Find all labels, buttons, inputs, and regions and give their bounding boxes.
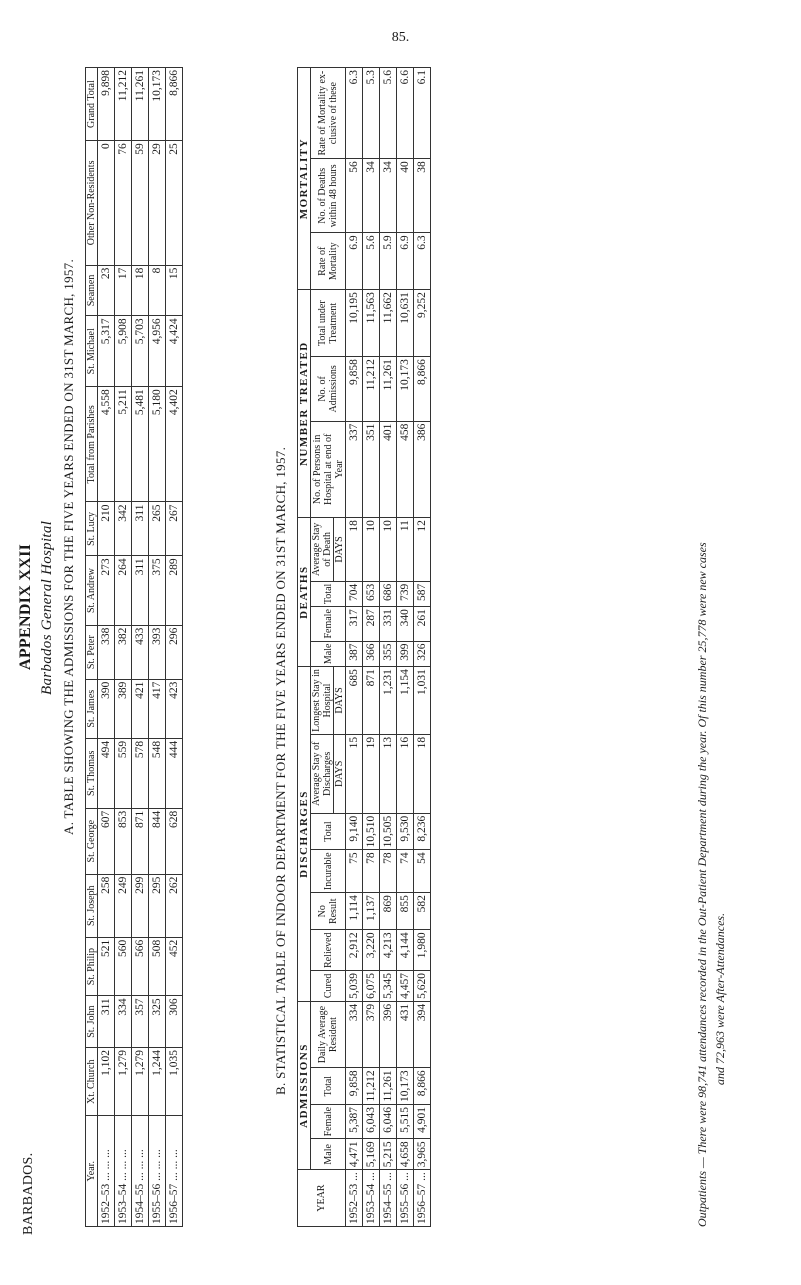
table-b-cell: 10,631 [397, 290, 414, 357]
table-a-cell: 11,261 [132, 68, 149, 141]
table-b-cell: 317 [346, 607, 363, 641]
subheader: Rate of Mortality [311, 233, 346, 290]
appendix-heading: APPENDIX XXII [17, 543, 34, 670]
table-b-cell: 685 [346, 667, 363, 735]
table-a-cell: 15 [166, 265, 183, 316]
subheader: Rate of Mortality ex-clusive of these [311, 68, 346, 159]
units-header: DAYS [334, 734, 346, 813]
table-a-cell: 0 [98, 141, 115, 265]
table-a-cell: 390 [98, 679, 115, 738]
subheader: No. of Admissions [311, 357, 346, 421]
table-b-cell: 19 [363, 734, 380, 813]
table-a-cell: 306 [166, 996, 183, 1048]
table-a-cell: 4,956 [149, 316, 166, 387]
table-a-cell: 338 [98, 625, 115, 679]
table-a-cell: 5,481 [132, 387, 149, 502]
subheader: Average Stay of Death [311, 518, 334, 582]
table-b-cell: 75 [346, 850, 363, 893]
table-a-cell: 76 [115, 141, 132, 265]
table-a-cell: 25 [166, 141, 183, 265]
table-a-cell: 4,558 [98, 387, 115, 502]
year-cell: 1952–53 ... ... ... [98, 1116, 115, 1227]
table-b-cell: 1,154 [397, 667, 414, 735]
admissions-by-parish-table [85, 67, 183, 1227]
table-b-cell: 34 [380, 159, 397, 233]
table-b-cell: 8,236 [414, 813, 431, 850]
table-a-cell: 334 [115, 996, 132, 1048]
table-a-cell: 5,703 [132, 316, 149, 387]
table-a-cell: 299 [132, 874, 149, 937]
table-a-col-header: Total from Parishes [86, 387, 98, 502]
table-b-cell: 34 [363, 159, 380, 233]
table-a-cell: 311 [132, 502, 149, 556]
table-a-cell: 5,317 [98, 316, 115, 387]
subheader: No Result [311, 893, 346, 930]
table-b-cell: 13 [380, 734, 397, 813]
subheader: Total [311, 581, 346, 606]
subheader: Average Stay of Discharges [311, 734, 334, 813]
table-b-row [363, 68, 380, 1227]
table-a-row [98, 68, 115, 1227]
table-a-cell: 559 [115, 738, 132, 808]
table-a-cell: 494 [98, 738, 115, 808]
table-a-cell: 521 [98, 937, 115, 996]
table-a-cell: 29 [149, 141, 166, 265]
year-cell: 1955–56 ... ... ... [149, 1116, 166, 1227]
table-a-cell: 871 [132, 808, 149, 874]
table-a-cell: 249 [115, 874, 132, 937]
table-b-cell: 18 [346, 518, 363, 582]
table-a-col-header: St. Andrew [86, 556, 98, 625]
table-b-cell: 54 [414, 850, 431, 893]
table-b-row [397, 68, 414, 1227]
table-b-cell: 1,114 [346, 893, 363, 930]
table-b-cell: 587 [414, 581, 431, 606]
table-a-cell: 8 [149, 265, 166, 316]
table-b-cell: 582 [414, 893, 431, 930]
table-b-cell: 399 [397, 641, 414, 667]
table-a-col-header: St. George [86, 808, 98, 874]
year-cell: 1954–55 ... ... ... [132, 1116, 149, 1227]
indoor-statistics-table [297, 67, 431, 1227]
table-b-cell: 6.9 [397, 233, 414, 290]
table-a-cell: 210 [98, 502, 115, 556]
table-b-title: B. STATISTICAL TABLE OF INDOOR DEPARTMENT FOR THE FIVE YEARS ENDED ON 31ST MARCH, 1957. [273, 446, 288, 1095]
table-b-cell: 2,912 [346, 930, 363, 971]
table-b-cell: 56 [346, 159, 363, 233]
table-b-cell: 6,075 [363, 970, 380, 1001]
table-b-cell: 340 [397, 607, 414, 641]
table-a-col-header: Seamen [86, 265, 98, 316]
units-header: DAYS [334, 667, 346, 735]
year-cell: 1956–57 ... [414, 1170, 431, 1227]
table-b-cell: 704 [346, 581, 363, 606]
table-a-cell: 262 [166, 874, 183, 937]
group-header: MORTALITY [298, 68, 311, 290]
table-b-cell: 5,345 [380, 970, 397, 1001]
table-a-cell: 311 [98, 996, 115, 1048]
table-a-cell: 421 [132, 679, 149, 738]
table-b-cell: 5.9 [380, 233, 397, 290]
table-b-group-header-row [298, 68, 311, 1227]
table-a-cell: 357 [132, 996, 149, 1048]
group-header: DISCHARGES [298, 667, 311, 1002]
table-b-cell: 396 [380, 1001, 397, 1068]
table-a-cell: 417 [149, 679, 166, 738]
table-a-row [149, 68, 166, 1227]
table-b-cell: 326 [414, 641, 431, 667]
outpatients-note-line-1: Outpatients — There were 98,741 attendances recorded in the Out-Patient Department during the year. Of this number 25,778 were new cases [695, 542, 709, 1227]
table-b-cell: 9,530 [397, 813, 414, 850]
table-a-cell: 289 [166, 556, 183, 625]
table-b-row [346, 68, 363, 1227]
table-a-cell: 342 [115, 502, 132, 556]
table-a-col-header: Other Non-Residents [86, 141, 98, 265]
table-a-row [132, 68, 149, 1227]
table-b-cell: 5.3 [363, 68, 380, 159]
table-b-cell: 11,212 [363, 1068, 380, 1105]
table-b-cell: 855 [397, 893, 414, 930]
table-a-col-header: St. Philip [86, 937, 98, 996]
table-b-cell: 12 [414, 518, 431, 582]
table-b-cell: 4,658 [397, 1139, 414, 1170]
table-b-cell: 6.6 [397, 68, 414, 159]
table-a-cell: 1,279 [132, 1047, 149, 1116]
table-b-cell: 379 [363, 1001, 380, 1068]
table-b-cell: 386 [414, 421, 431, 518]
table-b-cell: 8,866 [414, 357, 431, 421]
year-cell: 1955–56 ... [397, 1170, 414, 1227]
table-b-cell: 5,215 [380, 1139, 397, 1170]
table-b-row [380, 68, 397, 1227]
subheader: Total [311, 1068, 346, 1105]
table-b-cell: 4,457 [397, 970, 414, 1001]
table-b-cell: 334 [346, 1001, 363, 1068]
table-a-col-header: St. Thomas [86, 738, 98, 808]
table-b-cell: 5,515 [397, 1104, 414, 1138]
table-b-cell: 739 [397, 581, 414, 606]
hospital-heading: Barbados General Hospital [39, 520, 55, 695]
table-a-row [115, 68, 132, 1227]
table-b-cell: 261 [414, 607, 431, 641]
table-b-cell: 401 [380, 421, 397, 518]
subheader: No. of Deaths within 48 hours [311, 159, 346, 233]
table-b-cell: 1,137 [363, 893, 380, 930]
table-b-cell: 1,231 [380, 667, 397, 735]
table-b-cell: 869 [380, 893, 397, 930]
table-b-cell: 4,901 [414, 1104, 431, 1138]
year-cell: 1956–57 ... ... ... [166, 1116, 183, 1227]
table-a-cell: 265 [149, 502, 166, 556]
table-a-cell: 311 [132, 556, 149, 625]
table-b-cell: 331 [380, 607, 397, 641]
table-b-cell: 10,173 [397, 1068, 414, 1105]
subheader: No. of Persons in Hospital at end of Year [311, 421, 346, 518]
table-b-cell: 9,858 [346, 1068, 363, 1105]
subheader: Male [311, 1139, 346, 1170]
table-a-cell: 444 [166, 738, 183, 808]
table-a-col-header: Xt. Church [86, 1047, 98, 1116]
table-a-cell: 1,035 [166, 1047, 183, 1116]
table-b-cell: 9,140 [346, 813, 363, 850]
table-a-cell: 375 [149, 556, 166, 625]
table-b-cell: 5,039 [346, 970, 363, 1001]
table-b-cell: 4,213 [380, 930, 397, 971]
table-a-cell: 628 [166, 808, 183, 874]
table-b-cell: 78 [380, 850, 397, 893]
table-a-cell: 1,279 [115, 1047, 132, 1116]
table-b-cell: 40 [397, 159, 414, 233]
rotated-page-content [15, 40, 786, 1255]
table-b-cell: 4,471 [346, 1139, 363, 1170]
table-a-col-header: St. Peter [86, 625, 98, 679]
table-a-cell: 578 [132, 738, 149, 808]
table-a-cell: 273 [98, 556, 115, 625]
table-a-col-header: St. Michael [86, 316, 98, 387]
table-a-title: A. TABLE SHOWING THE ADMISSIONS FOR THE FIVE YEARS ENDED ON 31ST MARCH, 1957. [61, 258, 76, 835]
table-a-cell: 267 [166, 502, 183, 556]
table-b-subheader-row [311, 68, 334, 1227]
table-a-cell: 10,173 [149, 68, 166, 141]
table-b-cell: 10,173 [397, 357, 414, 421]
table-a-col-header: St. Lucy [86, 502, 98, 556]
table-b-cell: 6,046 [380, 1104, 397, 1138]
table-a-cell: 18 [132, 265, 149, 316]
table-a-cell: 560 [115, 937, 132, 996]
table-a-cell: 295 [149, 874, 166, 937]
table-b-cell: 11,212 [363, 357, 380, 421]
table-b-cell: 6.9 [346, 233, 363, 290]
table-a-cell: 5,211 [115, 387, 132, 502]
table-a-col-header: St. James [86, 679, 98, 738]
table-b-cell: 78 [363, 850, 380, 893]
table-a-cell: 264 [115, 556, 132, 625]
table-b-cell: 18 [414, 734, 431, 813]
table-b-cell: 366 [363, 641, 380, 667]
group-header: NUMBER TREATED [298, 290, 311, 518]
table-a-cell: 4,424 [166, 316, 183, 387]
table-b-cell: 6,043 [363, 1104, 380, 1138]
subheader: Daily Average Resident [311, 1001, 346, 1068]
table-b-cell: 686 [380, 581, 397, 606]
table-a-cell: 607 [98, 808, 115, 874]
table-b-cell: 5.6 [380, 68, 397, 159]
table-b-cell: 11,261 [380, 357, 397, 421]
table-a-cell: 452 [166, 937, 183, 996]
table-b-cell: 10 [380, 518, 397, 582]
table-b-cell: 11 [397, 518, 414, 582]
table-a-col-header: Grand Total [86, 68, 98, 141]
table-a-cell: 325 [149, 996, 166, 1048]
group-header: ADMISSIONS [298, 1001, 311, 1169]
table-a-cell: 17 [115, 265, 132, 316]
table-b-cell: 337 [346, 421, 363, 518]
table-b-cell: 351 [363, 421, 380, 518]
table-b-cell: 6.3 [414, 233, 431, 290]
table-b-cell: 394 [414, 1001, 431, 1068]
table-a-cell: 389 [115, 679, 132, 738]
table-b-cell: 11,563 [363, 290, 380, 357]
table-b-cell: 6.1 [414, 68, 431, 159]
table-a-cell: 8,866 [166, 68, 183, 141]
table-a-cell: 423 [166, 679, 183, 738]
table-b-cell: 74 [397, 850, 414, 893]
table-a-cell: 5,180 [149, 387, 166, 502]
subheader: Male [311, 641, 346, 667]
table-b-cell: 10,505 [380, 813, 397, 850]
table-a-cell: 566 [132, 937, 149, 996]
table-a-cell: 5,908 [115, 316, 132, 387]
table-b-cell: 431 [397, 1001, 414, 1068]
subheader: Female [311, 607, 346, 641]
table-b-cell: 5.6 [363, 233, 380, 290]
units-header: DAYS [334, 518, 346, 582]
table-b-cell: 9,858 [346, 357, 363, 421]
subheader: Relieved [311, 930, 346, 971]
table-b-cell: 1,980 [414, 930, 431, 971]
table-a-cell: 59 [132, 141, 149, 265]
state-heading: BARBADOS. [21, 1152, 36, 1235]
table-a-cell: 258 [98, 874, 115, 937]
table-b-cell: 355 [380, 641, 397, 667]
year-cell: 1952–53 ... [346, 1170, 363, 1227]
table-a-cell: 433 [132, 625, 149, 679]
subheader: Total under Treatment [311, 290, 346, 357]
table-a-cell: 1,102 [98, 1047, 115, 1116]
table-a-cell: 11,212 [115, 68, 132, 141]
table-b-cell: 387 [346, 641, 363, 667]
table-a-cell: 296 [166, 625, 183, 679]
table-b-cell: 10,195 [346, 290, 363, 357]
subheader: Incurable [311, 850, 346, 893]
table-b-cell: 5,169 [363, 1139, 380, 1170]
table-a-row [166, 68, 183, 1227]
table-b-cell: 10 [363, 518, 380, 582]
table-b-row [414, 68, 431, 1227]
group-header: DEATHS [298, 518, 311, 667]
year-cell: 1954–55 ... [380, 1170, 397, 1227]
table-b-cell: 38 [414, 159, 431, 233]
table-a-cell: 9,898 [98, 68, 115, 141]
subheader: Cured [311, 970, 346, 1001]
table-b-cell: 6.3 [346, 68, 363, 159]
table-b-cell: 287 [363, 607, 380, 641]
table-b-cell: 5,387 [346, 1104, 363, 1138]
table-b-cell: 16 [397, 734, 414, 813]
table-b-cell: 4,144 [397, 930, 414, 971]
outpatients-note-line-2: and 72,963 were After-Attendances. [713, 912, 727, 1085]
table-b-cell: 11,662 [380, 290, 397, 357]
table-b-cell: 10,510 [363, 813, 380, 850]
table-a-col-header: St. John [86, 996, 98, 1048]
table-a-col-header: St. Joseph [86, 874, 98, 937]
table-a-cell: 23 [98, 265, 115, 316]
table-a-col-header: Year. [86, 1116, 98, 1227]
year-header: YEAR [298, 1170, 346, 1227]
table-b-cell: 5,620 [414, 970, 431, 1001]
table-b-cell: 653 [363, 581, 380, 606]
table-b-cell: 3,965 [414, 1139, 431, 1170]
table-b-cell: 1,031 [414, 667, 431, 735]
subheader: Longest Stay in Hospital [311, 667, 334, 735]
table-a-cell: 1,244 [149, 1047, 166, 1116]
page-number: 85. [391, 30, 410, 45]
table-a-cell: 853 [115, 808, 132, 874]
table-a-cell: 548 [149, 738, 166, 808]
table-a-cell: 382 [115, 625, 132, 679]
subheader: Female [311, 1104, 346, 1138]
table-a-cell: 844 [149, 808, 166, 874]
year-cell: 1953–54 ... ... ... [115, 1116, 132, 1227]
table-b-cell: 871 [363, 667, 380, 735]
table-a-cell: 393 [149, 625, 166, 679]
table-b-cell: 11,261 [380, 1068, 397, 1105]
table-b-cell: 3,220 [363, 930, 380, 971]
table-b-cell: 8,866 [414, 1068, 431, 1105]
table-a-cell: 508 [149, 937, 166, 996]
table-a-cell: 4,402 [166, 387, 183, 502]
subheader: Total [311, 813, 346, 850]
table-b-cell: 458 [397, 421, 414, 518]
year-cell: 1953–54 ... [363, 1170, 380, 1227]
table-b-cell: 9,252 [414, 290, 431, 357]
table-b-cell: 15 [346, 734, 363, 813]
